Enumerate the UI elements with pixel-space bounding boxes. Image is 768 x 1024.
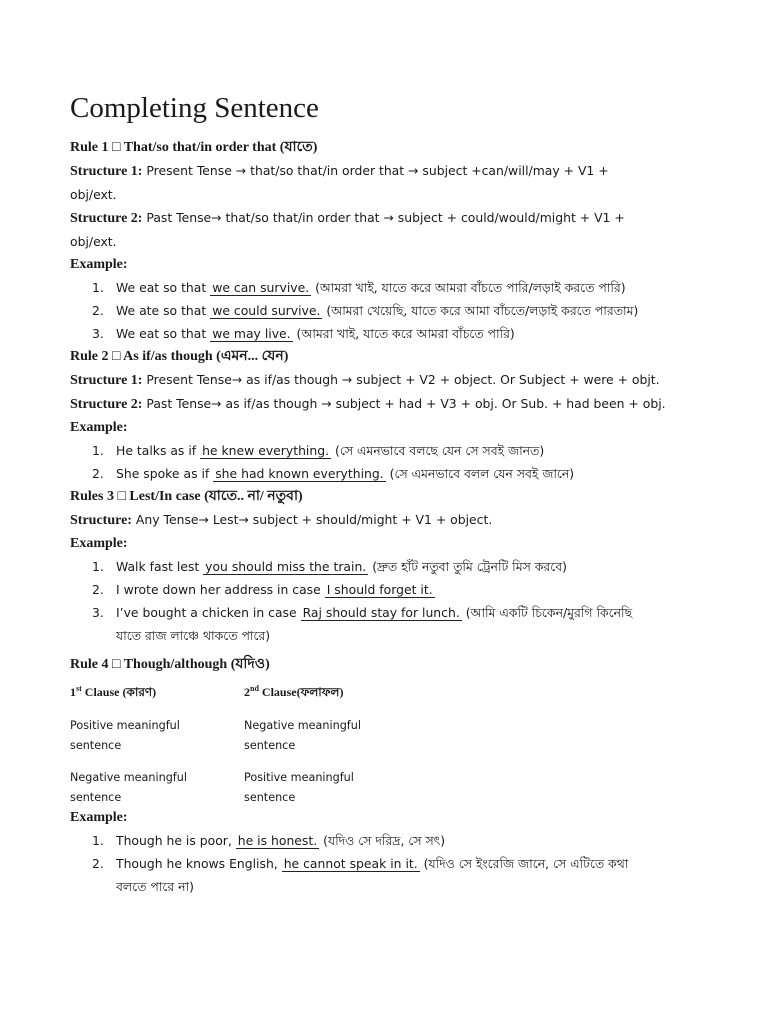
col1-header-text: Clause (কারণ)	[81, 685, 157, 699]
example-answer: he is honest.	[237, 833, 318, 848]
item-number: 2.	[92, 856, 104, 871]
col2-header-num: 2	[244, 685, 250, 699]
col2-header-sup: nd	[250, 684, 259, 693]
example-translation-cont: বলতে পারে না)	[116, 879, 194, 894]
rule1-structure2-text: Past Tense→ that/so that/in order that → subject + could/would/might + V1 +	[146, 210, 625, 225]
example-translation: (সে এমনভাবে বলছে যেন সে সবই জানত)	[331, 443, 545, 458]
list-item	[70, 555, 710, 578]
list-item	[70, 852, 710, 898]
rule1-example-label: Example:	[70, 257, 128, 272]
list-item	[70, 829, 710, 852]
rule3-structure-label: Structure:	[70, 513, 132, 528]
example-prefix: She spoke as if	[116, 466, 214, 481]
rule1-structure1	[70, 159, 710, 183]
example-translation: (যদিও সে দরিদ্র, সে সৎ)	[319, 833, 446, 848]
table-cell: Negative meaningful sentence	[70, 771, 187, 804]
example-answer: I should forget it.	[326, 582, 433, 597]
example-prefix: I’ve bought a chicken in case	[116, 605, 301, 620]
list-item	[70, 578, 710, 601]
clause-table	[70, 676, 710, 806]
rule1-structure1-text: Present Tense → that/so that/in order that → subject +can/will/may + V1 +	[146, 163, 609, 178]
rule2-structure2-label: Structure 2:	[70, 397, 143, 412]
col1-header-sup: st	[76, 684, 82, 693]
rule1-structure1-cont: obj/ext.	[70, 187, 117, 202]
example-translation: (আমরা খাই, যাতে করে আমরা বাঁচতে পারি)	[292, 326, 515, 341]
example-answer: Raj should stay for lunch.	[302, 605, 460, 620]
example-prefix: We eat so that	[116, 326, 211, 341]
example-prefix: I wrote down her address in case	[116, 582, 325, 597]
rule4-example-label: Example:	[70, 810, 128, 825]
col2-header-text: Clause(ফলাফল)	[258, 685, 344, 699]
example-answer: we could survive.	[212, 303, 321, 318]
example-translation: (যদিও সে ইংরেজি জানে, সে এটিতে কথা	[419, 856, 629, 871]
item-number: 2.	[92, 466, 104, 481]
example-prefix: Though he knows English,	[116, 856, 282, 871]
list-item	[70, 322, 710, 345]
col2-header	[244, 684, 343, 704]
example-translation: (দ্রুত হাঁট নতুবা তুমি ট্রেনটি মিস করবে)	[368, 559, 567, 574]
rule4-heading: Rule 4 □ Though/although (যদিও)	[70, 657, 270, 672]
rule3-heading: Rules 3 □ Lest/In case (যাতে.. না/ নতুবা)	[70, 489, 303, 504]
rule1-example-list	[70, 276, 710, 345]
example-prefix: We eat so that	[116, 280, 211, 295]
item-number: 1.	[92, 280, 104, 295]
example-translation-cont: যাতে রাজ লাঞ্চে থাকতে পারে)	[116, 628, 271, 643]
rule1-heading: Rule 1 □ That/so that/in order that (যাতে)	[70, 140, 318, 155]
col1-header	[70, 684, 156, 704]
rule4-example-list	[70, 829, 710, 898]
example-prefix: Though he is poor,	[116, 833, 236, 848]
col1-header-num: 1	[70, 685, 76, 699]
table-cell: Positive meaningful sentence	[244, 771, 354, 804]
rule2-example-label: Example:	[70, 420, 128, 435]
example-prefix: We ate so that	[116, 303, 211, 318]
item-number: 1.	[92, 443, 104, 458]
example-answer: we may live.	[212, 326, 291, 341]
list-item	[70, 276, 710, 299]
rule3-structure-text: Any Tense→ Lest→ subject + should/might + V1 + object.	[135, 512, 493, 527]
list-item	[70, 601, 710, 647]
list-item	[70, 462, 710, 485]
rule2-structure2-text: Past Tense→ as if/as though → subject + had + V3 + obj. Or Sub. + had been + obj.	[146, 396, 666, 411]
rule2-structure1-text: Present Tense→ as if/as though → subject + V2 + object. Or Subject + were + objt.	[146, 372, 660, 387]
example-answer: he cannot speak in it.	[283, 856, 418, 871]
item-number: 3.	[92, 326, 104, 341]
rule1-structure1-label: Structure 1:	[70, 164, 143, 179]
example-prefix: He talks as if	[116, 443, 201, 458]
item-number: 3.	[92, 605, 104, 620]
document-page	[70, 88, 710, 898]
example-answer: you should miss the train.	[205, 559, 367, 574]
item-number: 2.	[92, 582, 104, 597]
rule2-heading: Rule 2 □ As if/as though (এমন... যেন)	[70, 349, 289, 364]
rule3-structure	[70, 508, 710, 532]
table-cell: Negative meaningful sentence	[244, 719, 361, 752]
item-number: 1.	[92, 559, 104, 574]
rule2-example-list	[70, 439, 710, 485]
rule2-structure1	[70, 368, 710, 392]
example-answer: he knew everything.	[202, 443, 330, 458]
rule3-example-list	[70, 555, 710, 647]
list-item	[70, 439, 710, 462]
list-item	[70, 299, 710, 322]
rule1-structure2	[70, 206, 710, 230]
example-translation: (আমরা খেয়েছি, যাতে করে আমা বাঁচতে/লড়াই করতে পারতাম)	[322, 303, 639, 318]
rule2-structure1-label: Structure 1:	[70, 373, 143, 388]
example-answer: she had known everything.	[215, 466, 384, 481]
example-translation: (আমরা খাই, যাতে করে আমরা বাঁচতে পারি/লড়াই করতে পারি)	[311, 280, 626, 295]
example-translation: (আমি একটি চিকেন/মুরগি কিনেছি	[461, 605, 633, 620]
rule3-example-label: Example:	[70, 536, 128, 551]
example-answer: we can survive.	[212, 280, 310, 295]
item-number: 1.	[92, 833, 104, 848]
rule2-structure2	[70, 392, 710, 416]
rule1-structure2-label: Structure 2:	[70, 211, 143, 226]
example-translation: (সে এমনভাবে বলল যেন সবই জানে)	[385, 466, 575, 481]
rule1-structure2-cont: obj/ext.	[70, 234, 117, 249]
example-prefix: Walk fast lest	[116, 559, 204, 574]
table-cell: Positive meaningful sentence	[70, 719, 180, 752]
page-title: Completing Sentence	[70, 92, 319, 124]
item-number: 2.	[92, 303, 104, 318]
